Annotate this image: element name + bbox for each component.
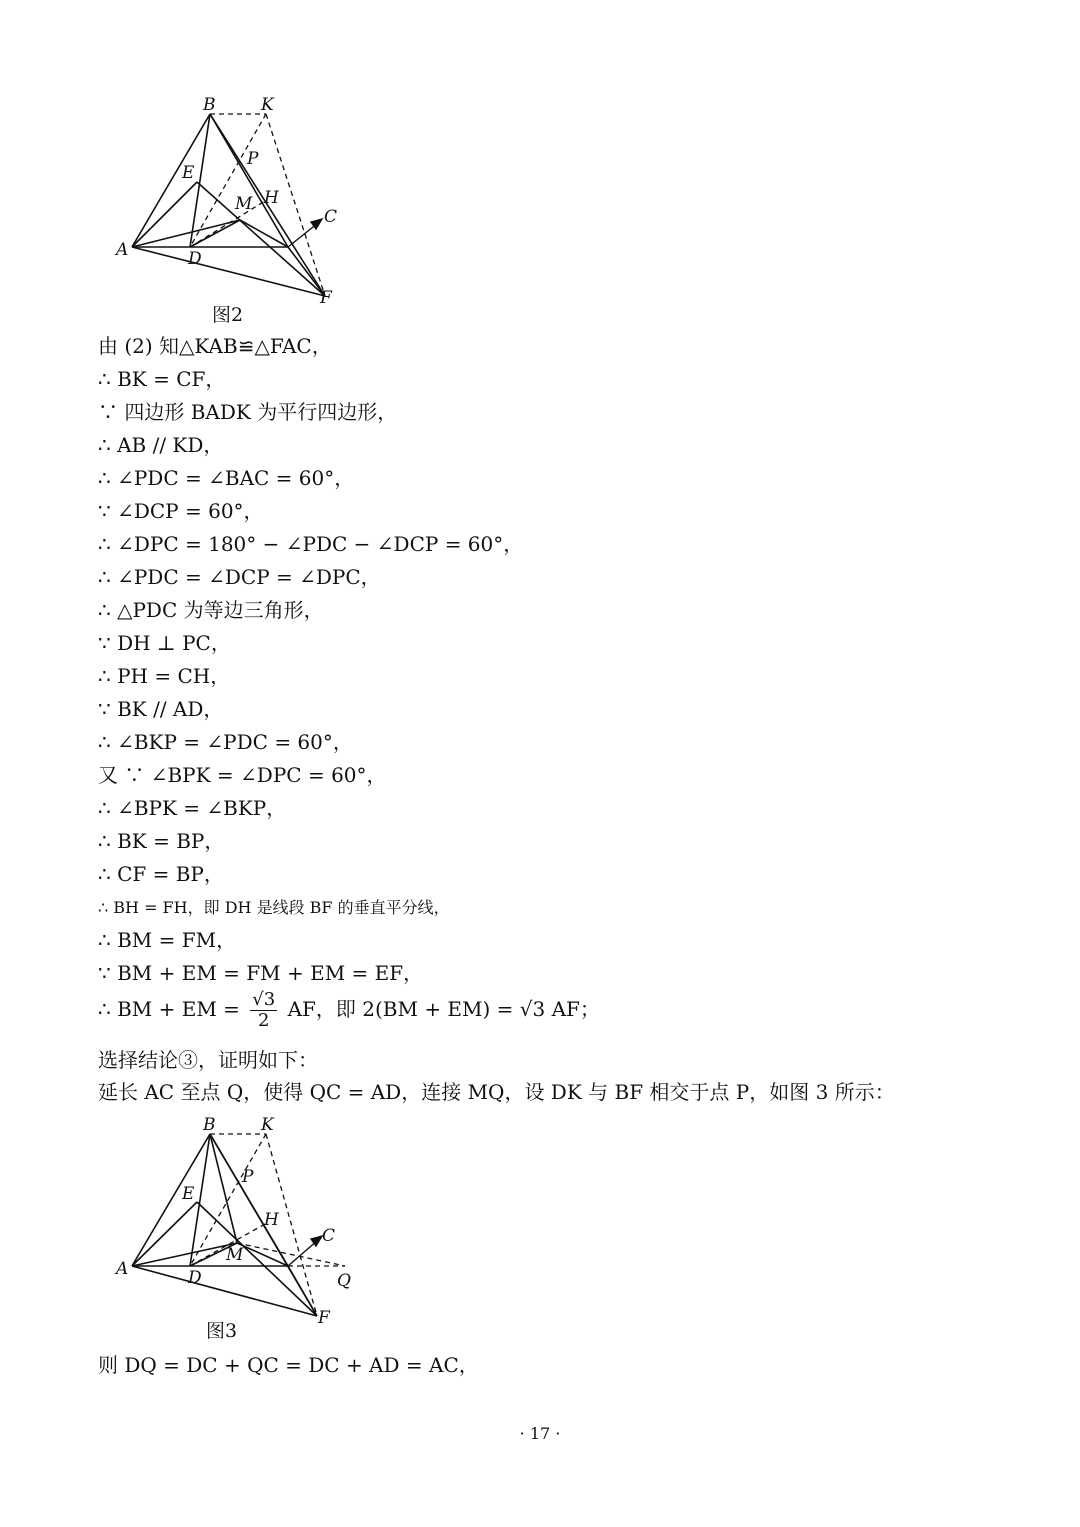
fraction-suffix: AF，即 2(BM + EM) = √3 AF； [287, 997, 600, 1021]
proof-line: ∴ PH = CH， [98, 664, 231, 688]
proof-line: ∴ BM = FM， [98, 928, 237, 952]
fraction-denominator: 2 [258, 1010, 270, 1031]
label-E: E [182, 1184, 195, 1204]
label-C: C [322, 1226, 336, 1246]
proof-line: ∴ CF = BP， [98, 862, 224, 886]
label-F: F [320, 288, 332, 308]
label-H: H [264, 188, 279, 208]
label-B: B [203, 1115, 216, 1135]
proof-line: ∵ BM + EM = FM + EM = EF， [98, 961, 424, 985]
label-D: D [188, 1268, 202, 1288]
proof-line: 由 (2) 知△KAB≌△FAC， [98, 334, 332, 358]
label-D: D [188, 249, 202, 269]
proof-line: ∴ BK = BP， [98, 829, 225, 853]
fraction-numerator: √3 [252, 989, 276, 1010]
label-P: P [247, 149, 259, 169]
label-P: P [242, 1167, 254, 1187]
label-F: F [318, 1308, 330, 1328]
figure-2-caption: 图2 [212, 304, 244, 326]
figure-2 [100, 88, 360, 326]
proof-line: ∴ ∠PDC = ∠DCP = ∠DPC， [98, 565, 381, 589]
page-number: · 17 · [519, 1424, 561, 1443]
label-M: M [226, 1245, 244, 1265]
figure-2-diagram [100, 88, 360, 308]
proof-line: ∴ ∠BPK = ∠BKP， [98, 796, 287, 820]
proof-line: ∵ 四边形 BADK 为平行四边形， [98, 400, 398, 424]
label-E: E [182, 163, 195, 183]
proof-line: ∴ △PDC 为等边三角形， [98, 598, 324, 622]
proof-line: ∵ ∠DCP = 60°， [98, 499, 264, 523]
figure-3-caption: 图3 [206, 1320, 238, 1342]
fraction-prefix: ∴ BM + EM = [98, 997, 240, 1021]
label-M: M [235, 194, 253, 214]
figure-3 [100, 1108, 370, 1342]
proof-line: 又 ∵ ∠BPK = ∠DPC = 60°， [98, 763, 387, 787]
proof-line: ∴ ∠BKP = ∠PDC = 60°， [98, 730, 353, 754]
fraction-line [98, 990, 600, 1031]
proof-line: ∴ AB // KD， [98, 433, 224, 457]
proof-line: ∴ ∠DPC = 180° − ∠PDC − ∠DCP = 60°， [98, 532, 524, 556]
label-C: C [324, 207, 338, 227]
proof-line: ∴ ∠PDC = ∠BAC = 60°， [98, 466, 355, 490]
fraction [250, 990, 277, 1031]
label-A: A [116, 1259, 129, 1279]
label-Q: Q [337, 1271, 351, 1291]
proof-line: ∴ BK = CF， [98, 367, 226, 391]
label-K: K [261, 1115, 274, 1135]
proof-line: 选择结论③，证明如下： [98, 1048, 318, 1072]
proof-line: 延长 AC 至点 Q，使得 QC = AD，连接 MQ，设 DK 与 BF 相交于点 P，如图 3 所示： [98, 1080, 895, 1104]
label-K: K [261, 95, 274, 115]
proof-line: ∵ BK // AD， [98, 697, 224, 721]
proof-line: ∵ DH ⊥ PC， [98, 631, 231, 655]
label-B: B [203, 95, 216, 115]
label-H: H [264, 1210, 279, 1230]
label-A: A [116, 240, 129, 260]
figure-3-diagram [100, 1108, 370, 1338]
final-line: 则 DQ = DC + QC = DC + AD = AC， [98, 1353, 479, 1377]
proof-line: ∴ BH = FH，即 DH 是线段 BF 的垂直平分线， [98, 898, 450, 917]
